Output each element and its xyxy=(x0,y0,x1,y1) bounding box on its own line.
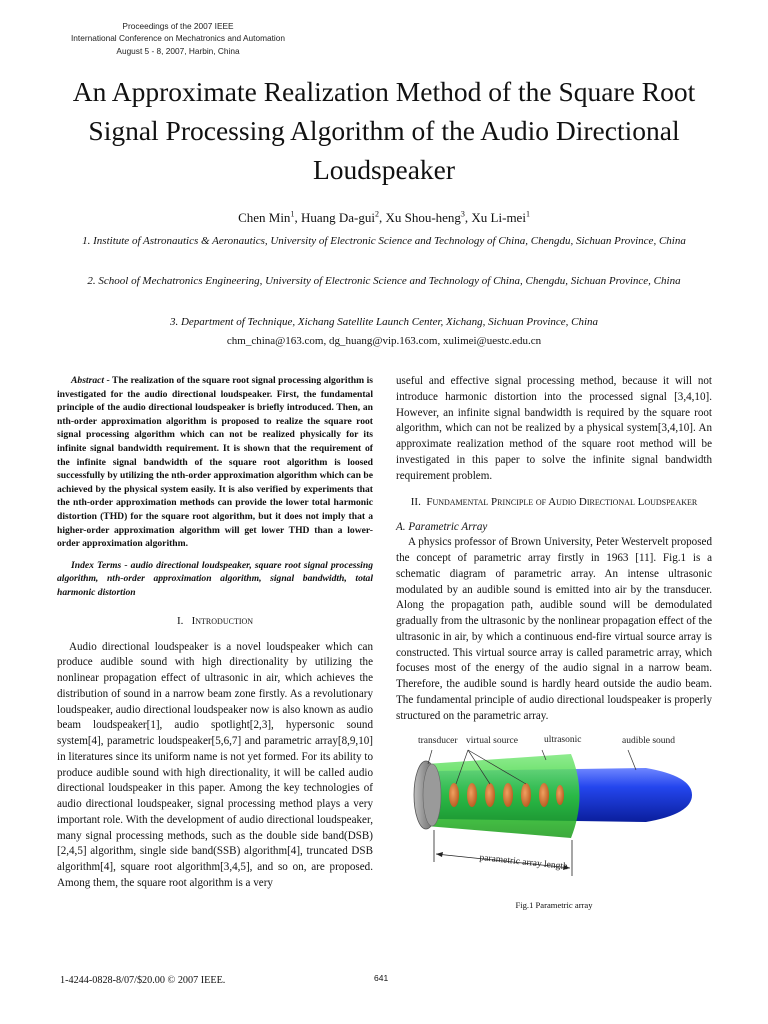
author-name: Xu Shou-heng xyxy=(385,210,461,225)
title-line: Signal Processing Algorithm of the Audio Directional xyxy=(88,115,680,146)
index-terms: Index Terms - audio directional loudspeaker, square root signal processing algorithm, nth-order approximation algorithm, signal bandwidth, total harmonic distortion xyxy=(57,559,373,598)
title-line: Loudspeaker xyxy=(312,154,456,185)
abstract-label: Abstract xyxy=(71,375,105,386)
subsection-heading: A. Parametric Array xyxy=(396,521,488,534)
paper-title xyxy=(30,72,738,189)
continued-paragraph: useful and effective signal processing method, because it will not introduce harmonic distortion into the processed signal [3,4,10]. However, an infinite signal bandwidth is required by the square root algorithm, which can not be realized by a physical system[3,4,10]. An approximate realization method of the square root method will be investigated in this paper to solve the infinite signal bandwidth requirement problem. xyxy=(396,375,712,482)
abstract-separator: - xyxy=(104,375,113,386)
proceedings-header xyxy=(64,20,292,57)
author-name: Chen Min xyxy=(238,210,291,225)
proceedings-line: Proceedings of the 2007 IEEE xyxy=(122,21,234,31)
virtual-source xyxy=(467,783,477,807)
title-line: An Approximate Realization Method of the Square Root xyxy=(72,76,696,107)
label-transducer: transducer xyxy=(418,736,458,746)
affiliation-3: 3. Department of Technique, Xichang Satellite Launch Center, Xichang, Sichuan Province, China xyxy=(169,316,599,328)
figure-caption: Fig.1 Parametric array xyxy=(515,900,593,910)
section-number: I. xyxy=(176,614,184,627)
label-array-length: parametric array length xyxy=(478,853,569,873)
section-number: II. xyxy=(410,496,421,509)
virtual-source xyxy=(521,783,531,807)
affiliation-2: 2. School of Mechatronics Engineering, University of Electronic Science and Technology of China, Chengdu, Sichuan Province, China xyxy=(87,275,681,287)
section-heading xyxy=(57,613,373,629)
virtual-source xyxy=(449,783,459,807)
right-column xyxy=(396,374,712,724)
dimension-arrowhead-left xyxy=(436,852,443,857)
page-number: 641 xyxy=(374,973,389,983)
virtual-source xyxy=(556,785,564,805)
copyright-notice: 1-4244-0828-8/07/$20.00 © 2007 IEEE. xyxy=(60,975,226,986)
parametric-array-paragraph: A physics professor of Brown University, Peter Westervelt proposed the concept of parametric array firstly in 1963 [11]. Fig.1 is a schematic diagram of parametric array. An intense ultrasonic modulated by an audible sound is emitted into air by the transducer. Along the propagation path, audible sound will be demodulated gradually from the ultrasonic by the nonlinear propagation effect of the ultrasonic in air, by which a continuous end-fire virtual source array is constructed. This virtual source array is called parametric array, which focuses most of the energy of the audio signal in a narrow beam. Therefore, the audible sound is hardly heard outside the audio beam. The fundamental principle of audio directional loudspeaker is properly structured on the parametric array. xyxy=(396,536,712,722)
label-virtual-source: virtual source xyxy=(466,736,518,746)
author-name: Huang Da-gui xyxy=(300,210,375,225)
proceedings-line: International Conference on Mechatronics and Automation xyxy=(70,33,285,44)
label-audible-sound: audible sound xyxy=(622,736,676,746)
parametric-array-figure xyxy=(396,735,712,892)
virtual-source xyxy=(539,783,549,807)
section-title: Fundamental Principle of Audio Directional Loudspeaker xyxy=(426,496,698,509)
affiliation-1: 1. Institute of Astronautics & Aeronautics, University of Electronic Science and Technology of China, Chengdu, Sichuan Province, China xyxy=(82,235,686,247)
virtual-source xyxy=(503,783,513,807)
virtual-source xyxy=(485,783,495,807)
section-heading xyxy=(396,494,712,510)
label-ultrasonic: ultrasonic xyxy=(544,735,582,745)
introduction-paragraph: Audio directional loudspeaker is a novel loudspeaker which can produce audible sound with high directionality by utilizing the nonlinear propagation effect of ultrasonic in air, which achieves the distribution of sound in a narrow beam zone firstly. As a revolutionary loudspeaker, audio directional loudspeaker now is also known as audio beam loudspeaker[1], audio spotlight[2,3], hypersonic sound system[4], parametric loudspeaker[5,6,7] and parametric array[8,9,10] in literatures since its uniform name is not yet formed. For its ability to produce audible sound with high directionality, it will be called audio directional loudspeaker in this paper. Among the key technologies of audio directional loudspeaker, signal processing method plays a very important role. With the development of audio directional loudspeaker, many signal processing methods, such as the double side band(DSB)[2,4,5] algorithm, single side band(SSB) algorithm[4], truncated DSB algorithm[4], square root algorithm[3,4,5], and so on, are proposed. Among them, the square root algorithm is a very xyxy=(57,640,373,889)
left-column xyxy=(57,374,373,892)
author-name: Xu Li-mei xyxy=(471,210,526,225)
transducer-face xyxy=(423,764,441,826)
author-affiliation-mark: 1 xyxy=(290,209,295,219)
author-affiliation-mark: 1 xyxy=(525,209,530,219)
section-title: Introduction xyxy=(191,614,254,627)
author-emails: chm_china@163.com, dg_huang@vip.163.com, xulimei@uestc.edu.cn xyxy=(226,335,542,347)
proceedings-line: August 5 - 8, 2007, Harbin, China xyxy=(116,45,240,56)
abstract xyxy=(57,374,373,551)
abstract-text: The realization of the square root signal processing algorithm is investigated for the audio directional loudspeaker. First, the fundamental principle of the audio directional loudspeaker is briefly introduced. Then, an nth-order approximation algorithm is proposed to realize the square root signal processing algorithm which can not be realized physically for its infinite signal bandwidth requirement. It is shown that the requirement of the infinite signal bandwidth of the square root algorithm is loosed successfully by utilizing the nth-order approximation algorithm which can be achieved by the physical system easily. It is also verified by experiments that the nth-order approximation methods can provide the lower total harmonic distortion (THD) for the square root algorithm, but it does not imply that a higher-order approximation algorithm will get lower THD than a lower-order approximation algorithm. xyxy=(57,375,373,550)
author-affiliation-mark: 3 xyxy=(460,209,465,219)
author-affiliation-mark: 2 xyxy=(374,209,379,219)
author-list: Chen Min$^1$, Huang Da-gui$^2$, Xu Shou-heng$^3$, Xu Li-mei$^1$ xyxy=(238,209,530,225)
